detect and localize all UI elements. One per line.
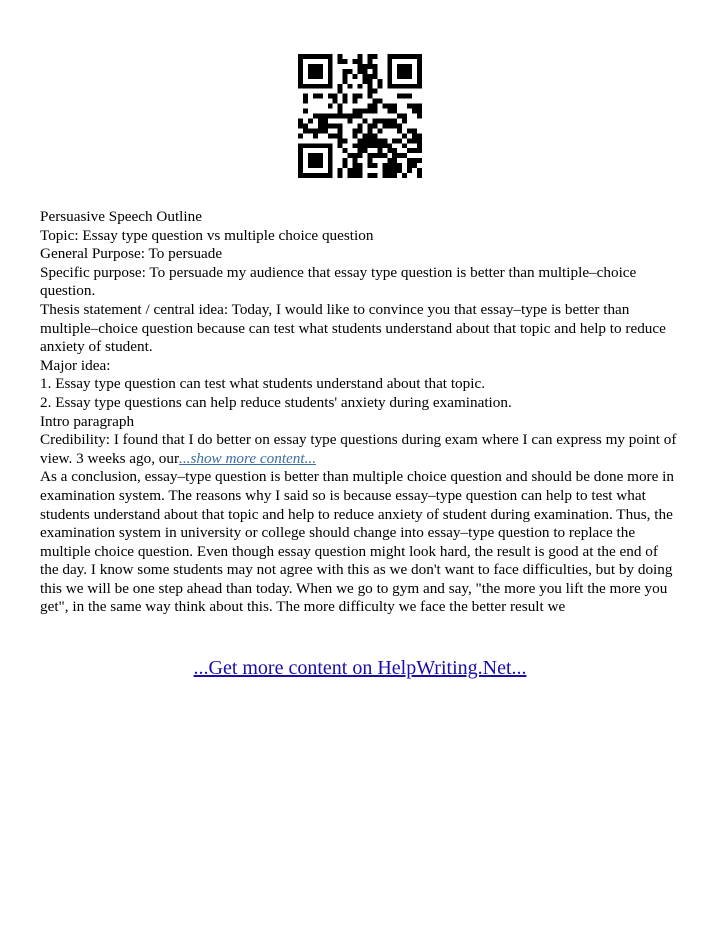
doc-credibility bbox=[40, 431, 680, 468]
doc-major-idea-2: 2. Essay type questions can help reduce students' anxiety during examination. bbox=[40, 393, 512, 411]
qr-code bbox=[298, 54, 422, 178]
cta-container bbox=[0, 656, 720, 680]
doc-topic: Topic: Essay type question vs multiple choice question bbox=[40, 226, 374, 244]
doc-conclusion: As a conclusion, essay–type question is better than multiple choice question and should be done more in examination system. The reasons why I said so is because essay–type question can help to test what students understand about that topic and help to reduce anxiety of student during examination. Thus, the examination system in university or college should change into essay–type question to replace the multiple choice question. Even though essay question might look hard, the result is good at the end of the day. I know some students may not agree with this as we don't want to face difficulties, but by doing this we will be one step ahead than today. When we go to gym and say, "the more you lift the more you get", in the same way think about this. The more difficulty we face the better result we bbox=[40, 468, 674, 616]
credibility-text: Credibility: I found that I do better on essay type questions during exam where I can express my point of view. 3 weeks ago, our bbox=[40, 431, 677, 467]
qr-code-icon bbox=[298, 54, 422, 178]
doc-specific-purpose: Specific purpose: To persuade my audience that essay type question is better than multiple–choice question. bbox=[40, 263, 637, 300]
doc-major-idea-1: 1. Essay type question can test what students understand about that topic. bbox=[40, 375, 485, 393]
get-more-content-link[interactable]: ...Get more content on HelpWriting.Net... bbox=[193, 657, 527, 679]
show-more-link[interactable]: ...show more content... bbox=[179, 449, 317, 467]
document-body bbox=[40, 208, 680, 617]
doc-general-purpose: General Purpose: To persuade bbox=[40, 245, 223, 263]
doc-intro-heading: Intro paragraph bbox=[40, 412, 135, 430]
doc-thesis: Thesis statement / central idea: Today, I would like to convince you that essay–type is better than multiple–choice question because can test what students understand about that topic and help to reduce anxiety of student. bbox=[40, 300, 666, 356]
doc-title: Persuasive Speech Outline bbox=[40, 208, 202, 225]
doc-major-idea-heading: Major idea: bbox=[40, 356, 111, 374]
